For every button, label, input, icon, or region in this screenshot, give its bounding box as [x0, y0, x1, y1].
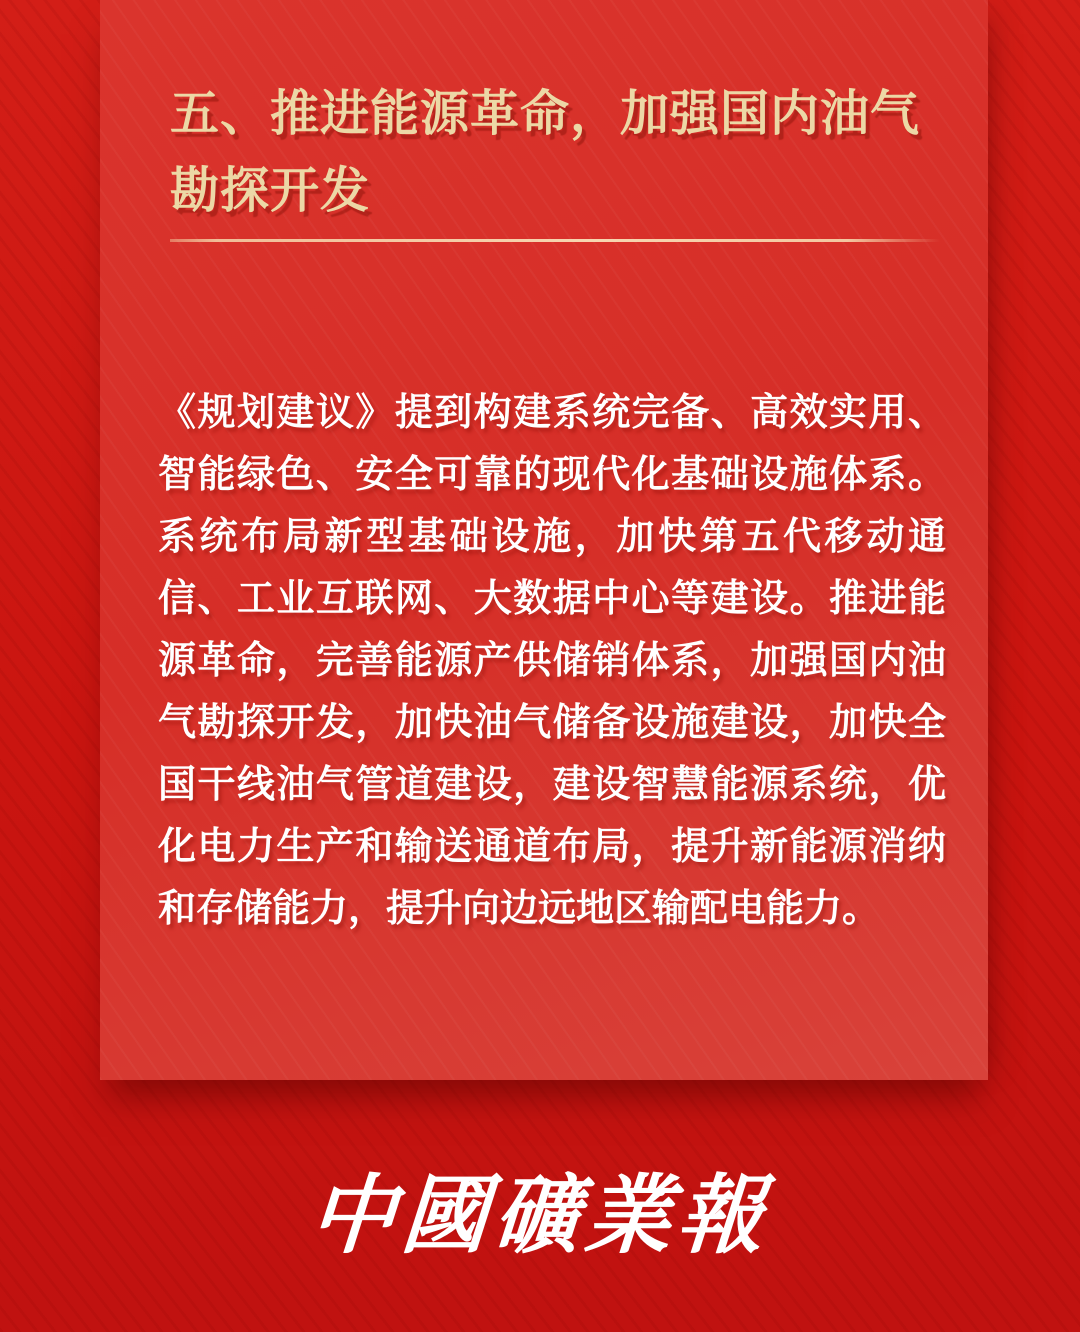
- footer: [0, 1146, 1080, 1270]
- title-divider: [170, 239, 940, 242]
- section-title-line-2: 勘探开发: [170, 164, 371, 218]
- section-title-line-1: 五、推进能源革命，加强国内油气: [170, 87, 921, 141]
- newspaper-logo: 中國礦業報: [306, 1168, 773, 1264]
- body-paragraph: 《规划建议》提到构建系统完备、高效实用、智能绿色、安全可靠的现代化基础设施体系。系统布局新型基础设施，加快第五代移动通信、工业互联网、大数据中心等建设。推进能源革命，完善能源产供储销体系，加强国内油气勘探开发，加快油气储备设施建设，加快全国干线油气管道建设，建设智慧能源系统，优化电力生产和输送通道布局，提升新能源消纳和存储能力，提升向边远地区输配电能力。: [158, 392, 946, 930]
- section-title: [170, 76, 960, 230]
- content-panel: [100, 0, 988, 1080]
